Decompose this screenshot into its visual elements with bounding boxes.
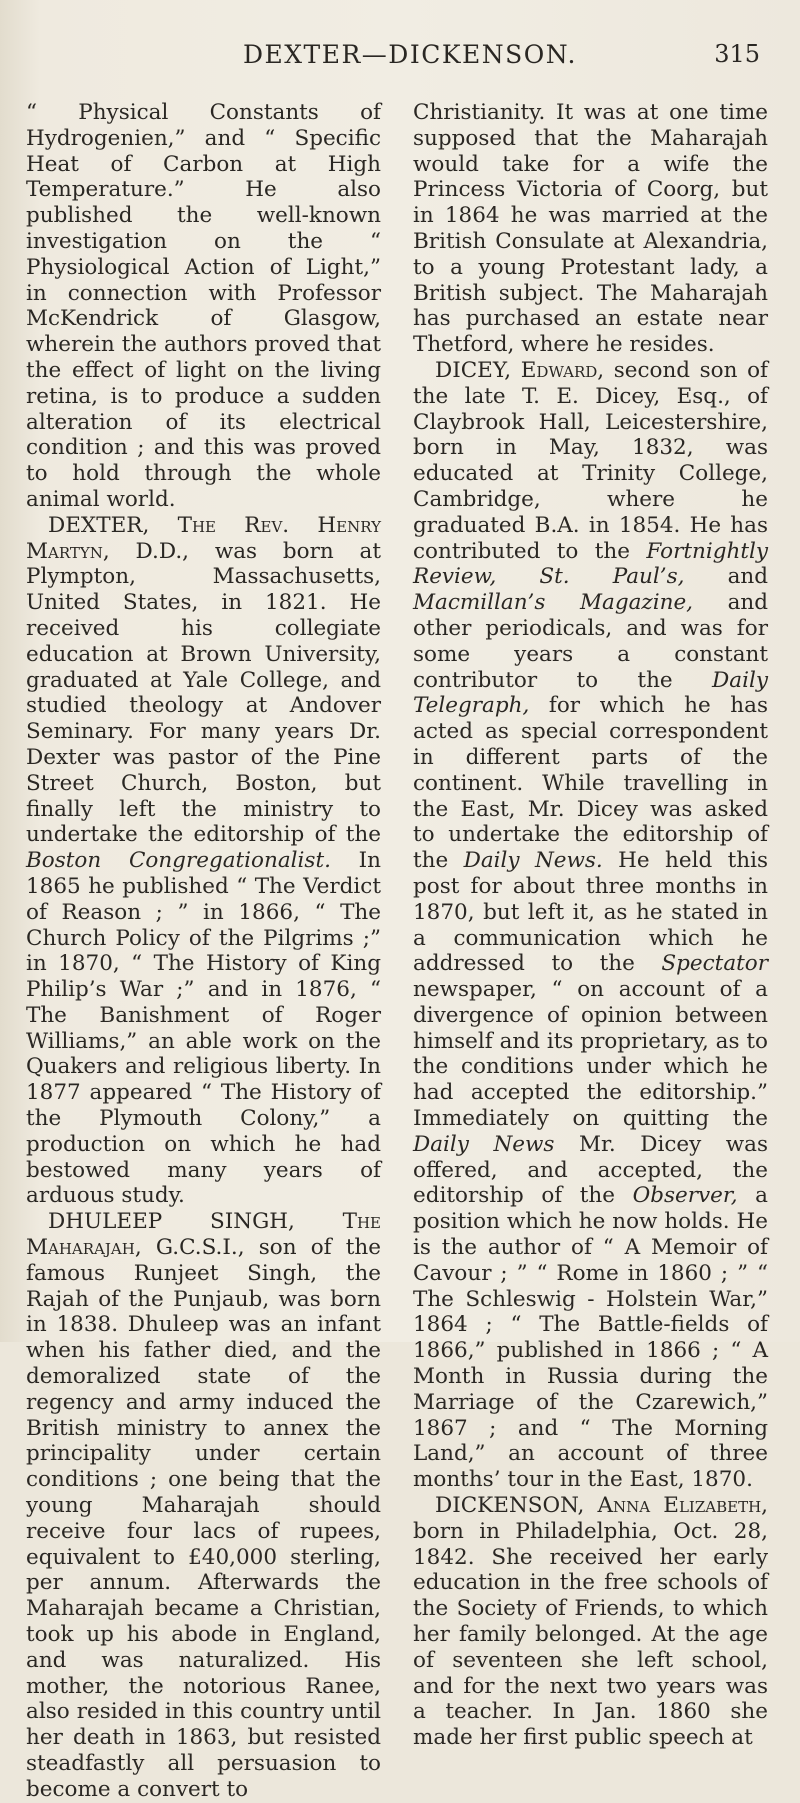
entry-text: a position which he now holds. He is the author of “ A Memoir of Cavour ; ” “ Rome in 1860 ; ” “ The Schleswig - Holstein War,” 1864 ; “ The Battle-fields of 1866,” published in 1866 ; “ A Month in Russia during the Marriage of the Czarewich,” 1867 ; and “ The Morning Land,” an account of three months’ tour in the East, 1870. bbox=[413, 1183, 768, 1493]
entry-name: DHULEEP SINGH, The Maharajah, bbox=[26, 1209, 381, 1261]
entry-text: and bbox=[684, 564, 769, 590]
entry-continuation bbox=[26, 100, 381, 513]
entry-dicey bbox=[413, 358, 768, 1493]
entry-text: He held this post for about three months in 1870, but left it, as he stated in a communication which he addressed to the bbox=[413, 848, 768, 977]
entry-text: In 1865 he published “ The Verdict of Reason ; ” in 1866, “ The Church Policy of the Pilgrims ;” in 1870, “ The History of King Philip’s War ;” and in 1876, “ The Banishment of Roger Williams,” an able work on the Quakers and religious liberty. In 1877 appeared “ The History of the Plymouth Colony,” a production on which he had bestowed many years of arduous study. bbox=[26, 848, 381, 1209]
publication-title: Observer, bbox=[632, 1183, 738, 1209]
entry-text: Mr. Dicey was offered, and accepted, the editorship of the bbox=[413, 1131, 768, 1209]
left-column bbox=[26, 100, 381, 1803]
entry-text: Christianity. It was at one time supposed that the Maharajah would take for a wife the Princess Victoria of Coorg, but in 1864 he was married at the British Consulate at Alexandria, to a young Protestant lady, a British subject. The Maharajah has purchased an estate near Thetford, where he resides. bbox=[413, 100, 768, 358]
entry-text: and other periodicals, and was for some years a constant contributor to the bbox=[413, 590, 769, 693]
publication-title: Macmillan’s Magazine, bbox=[413, 590, 694, 616]
entry-dickenson bbox=[413, 1493, 768, 1751]
entry-text: G.C.S.I., son of the famous Runjeet Singh, the Rajah of the Punjaub, was born in 1838. Dhuleep was an infant when his father died, and the demoralized state of the regency and army induced the British ministry to annex the principality under certain conditions ; one being that the young Maharajah should receive four lacs of rupees, equivalent to £40,000 sterling, per annum. Afterwards the Maharajah became a Christian, took up his abode in England, and was naturalized. His mother, the notorious Ranee, also resided in this country until her death in 1863, but resisted steadfastly all persuasion to become a convert to bbox=[26, 1235, 381, 1802]
entry-name: DEXTER, The Rev. Henry Martyn, D.D., bbox=[26, 512, 381, 564]
publication-title: Spectator bbox=[661, 951, 768, 977]
right-column bbox=[413, 100, 768, 1751]
entry-text: for which he has acted as special correspondent in different parts of the continent. While travelling in the East, Mr. Dicey was asked to undertake the editorship of the bbox=[413, 693, 768, 874]
entry-text: second son of the late T. E. Dicey, Esq., of Claybrook Hall, Leicestershire, born in May, 1832, was educated at Trinity College, Cambridge, where he graduated B.A. in 1854. He has contributed to the bbox=[413, 357, 768, 564]
publication-title: Daily Telegraph, bbox=[413, 667, 768, 719]
running-head: DEXTER—DICKENSON. bbox=[242, 40, 578, 69]
entry-text: was born at Plympton, Massachusetts, United States, in 1821. He received his collegiate education at Brown University, graduated at Yale College, and studied theology at Andover Seminary. For many years Dr. Dexter was pastor of the Pine Street Church, Boston, but finally left the ministry to undertake the editorship of the bbox=[26, 538, 382, 848]
publication-title: Daily News. bbox=[463, 848, 603, 874]
publication-title: Fortnightly Review, St. Paul’s, bbox=[413, 538, 768, 590]
page-header bbox=[0, 40, 800, 80]
entry-dhuleep-singh bbox=[26, 1209, 381, 1802]
entry-text: born in Philadelphia, Oct. 28, 1842. She received her early education in the free schools of the Society of Friends, to which her family belonged. At the age of seventeen she left school, and for the next two years was a teacher. In Jan. 1860 she made her first public speech at bbox=[413, 1518, 768, 1751]
entry-name: DICEY, Edward, bbox=[435, 357, 605, 383]
entry-text: newspaper, “ on account of a divergence of opinion between himself and its proprietary, as to the conditions under which he had accepted the editorship.” Immediately on quitting the bbox=[413, 977, 768, 1132]
publication-title: Boston Congregationalist. bbox=[26, 848, 331, 874]
entry-dexter bbox=[26, 513, 381, 1210]
entry-name: DICKENSON, Anna Elizabeth, bbox=[435, 1493, 768, 1519]
entry-continuation bbox=[413, 100, 768, 358]
publication-title: Daily News bbox=[413, 1131, 555, 1157]
page-number: 315 bbox=[714, 40, 760, 68]
entry-text: “ Physical Constants of Hydrogenien,” and “ Specific Heat of Carbon at High Temperature.” He also published the well-known investigation on the “ Physiological Action of Light,” in connection with Professor McKendrick of Glasgow, wherein the authors proved that the effect of light on the living retina, is to produce a sudden alteration of its electrical condition ; and this was proved to hold through the whole animal world. bbox=[26, 100, 381, 512]
